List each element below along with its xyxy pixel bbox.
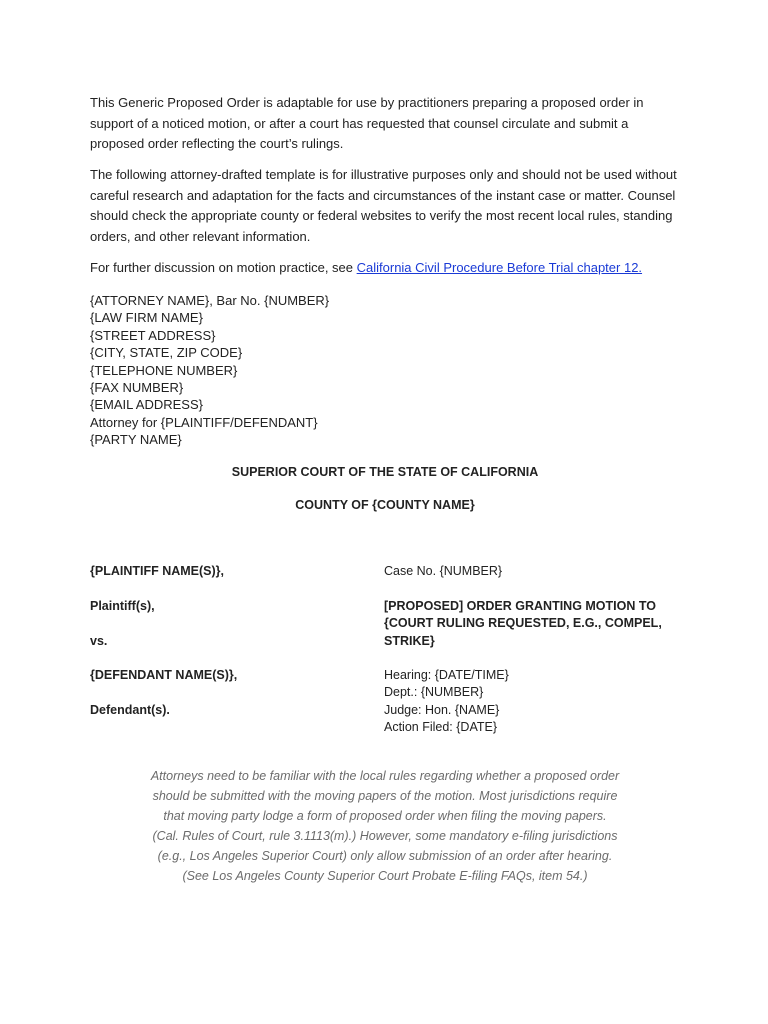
- attorney-line: {TELEPHONE NUMBER}: [90, 362, 238, 378]
- further-discussion-text: For further discussion on motion practice, see: [90, 260, 357, 275]
- note-line: (e.g., Los Angeles Superior Court) only allow submission of an order after hearing.: [157, 849, 613, 863]
- hearing-info: Hearing: {DATE/TIME}: [384, 668, 509, 682]
- action-filed-info: Action Filed: {DATE}: [384, 720, 498, 734]
- department-info: Dept.: {NUMBER}: [384, 685, 484, 699]
- practice-note: [130, 766, 640, 886]
- judge-info: Judge: Hon. {NAME}: [384, 703, 500, 717]
- order-title-line-3: STRIKE}: [384, 634, 435, 648]
- attorney-block: [90, 292, 329, 449]
- note-line: Attorneys need to be familiar with the local rules regarding whether a proposed order: [150, 769, 620, 783]
- defendant-label: Defendant(s).: [90, 703, 170, 717]
- intro-paragraph-2: The following attorney-drafted template is for illustrative purposes only and should not be used without careful research and adaptation for the facts and circumstances of the instant case or matter. Counsel should check the appropriate county or federal websites to verify the most recent local rules, standing orders, and other relevant information.: [90, 167, 677, 244]
- plaintiff-name: {PLAINTIFF NAME(S)},: [90, 564, 225, 578]
- attorney-line: {FAX NUMBER}: [90, 380, 184, 396]
- intro-paragraph-3: [90, 258, 680, 279]
- defendant-name: {DEFENDANT NAME(S)},: [90, 668, 238, 682]
- note-line: (Cal. Rules of Court, rule 3.1113(m).) However, some mandatory e-filing jurisdictions: [152, 829, 618, 843]
- note-line: (See Los Angeles County Superior Court Probate E-filing FAQs, item 54.): [182, 869, 588, 883]
- note-line: that moving party lodge a form of proposed order when filing the moving papers.: [163, 809, 607, 823]
- ccp-before-trial-link[interactable]: California Civil Procedure Before Trial chapter 12.: [356, 260, 643, 275]
- note-line: should be submitted with the moving papers of the motion. Most jurisdictions require: [152, 789, 618, 803]
- attorney-line: {CITY, STATE, ZIP CODE}: [90, 345, 243, 361]
- attorney-line: {PARTY NAME}: [90, 432, 182, 448]
- case-number: Case No. {NUMBER}: [384, 564, 503, 578]
- court-name-heading: SUPERIOR COURT OF THE STATE OF CALIFORNIA: [231, 465, 539, 479]
- order-title-line-2: {COURT RULING REQUESTED, E.G., COMPEL,: [384, 616, 662, 630]
- order-title-line-1: [PROPOSED] ORDER GRANTING MOTION TO: [384, 599, 656, 613]
- attorney-line: Attorney for {PLAINTIFF/DEFENDANT}: [90, 414, 318, 430]
- attorney-line: {ATTORNEY NAME}, Bar No. {NUMBER}: [90, 293, 330, 308]
- attorney-line: {LAW FIRM NAME}: [90, 310, 203, 326]
- versus-label: vs.: [90, 634, 108, 648]
- plaintiff-label: Plaintiff(s),: [90, 599, 155, 613]
- attorney-line: {EMAIL ADDRESS}: [90, 397, 203, 413]
- intro-paragraph-1: This Generic Proposed Order is adaptable for use by practitioners preparing a proposed order in support of a noticed motion, or after a court has requested that counsel circulate and submit a proposed order reflecting the court’s rulings.: [90, 95, 644, 151]
- attorney-line: {STREET ADDRESS}: [90, 327, 216, 343]
- county-heading: COUNTY OF {COUNTY NAME}: [295, 498, 475, 512]
